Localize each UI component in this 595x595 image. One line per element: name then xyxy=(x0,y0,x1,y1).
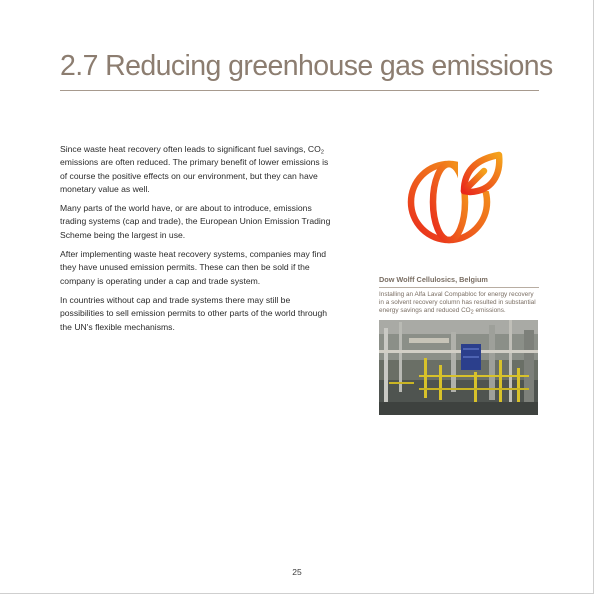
caption-title: Dow Wolff Cellulosics, Belgium xyxy=(379,275,539,288)
paragraph-2: Many parts of the world have, or are about to introduce, emissions trading systems (cap and trade), the European Union Emission Trading Scheme being the largest in use. xyxy=(60,203,331,240)
body-text-column xyxy=(60,143,332,340)
page-title: 2.7 Reducing greenhouse gas emissions xyxy=(60,50,553,82)
paragraph-1: Since waste heat recovery often leads to significant fuel savings, $CO_2$ emissions are often reduced. The primary benefit of lower emissions is of course the positive effects on our environment, but they can have monetary value as well. xyxy=(60,144,329,194)
page-number: 25 xyxy=(292,567,302,577)
title-divider xyxy=(60,90,539,91)
caption-text: Installing an Alfa Laval Compabloc for energy recovery in a solvent recovery column has resulted in substantial energy savings and reduced $CO_2$ emissions. xyxy=(379,291,536,316)
paragraph-4: In countries without cap and trade systems there may still be possibilities to sell emission permits to other parts of the world through the UN's flexible mechanisms. xyxy=(60,294,328,332)
globe-leaf-icon xyxy=(402,145,506,249)
paragraph-3: After implementing waste heat recovery systems, companies may find they have unused emission permits. These can then be sold if the company is operating under a cap and trade system. xyxy=(60,249,327,286)
industrial-plant-photo xyxy=(379,320,538,415)
photo-caption xyxy=(379,275,539,315)
